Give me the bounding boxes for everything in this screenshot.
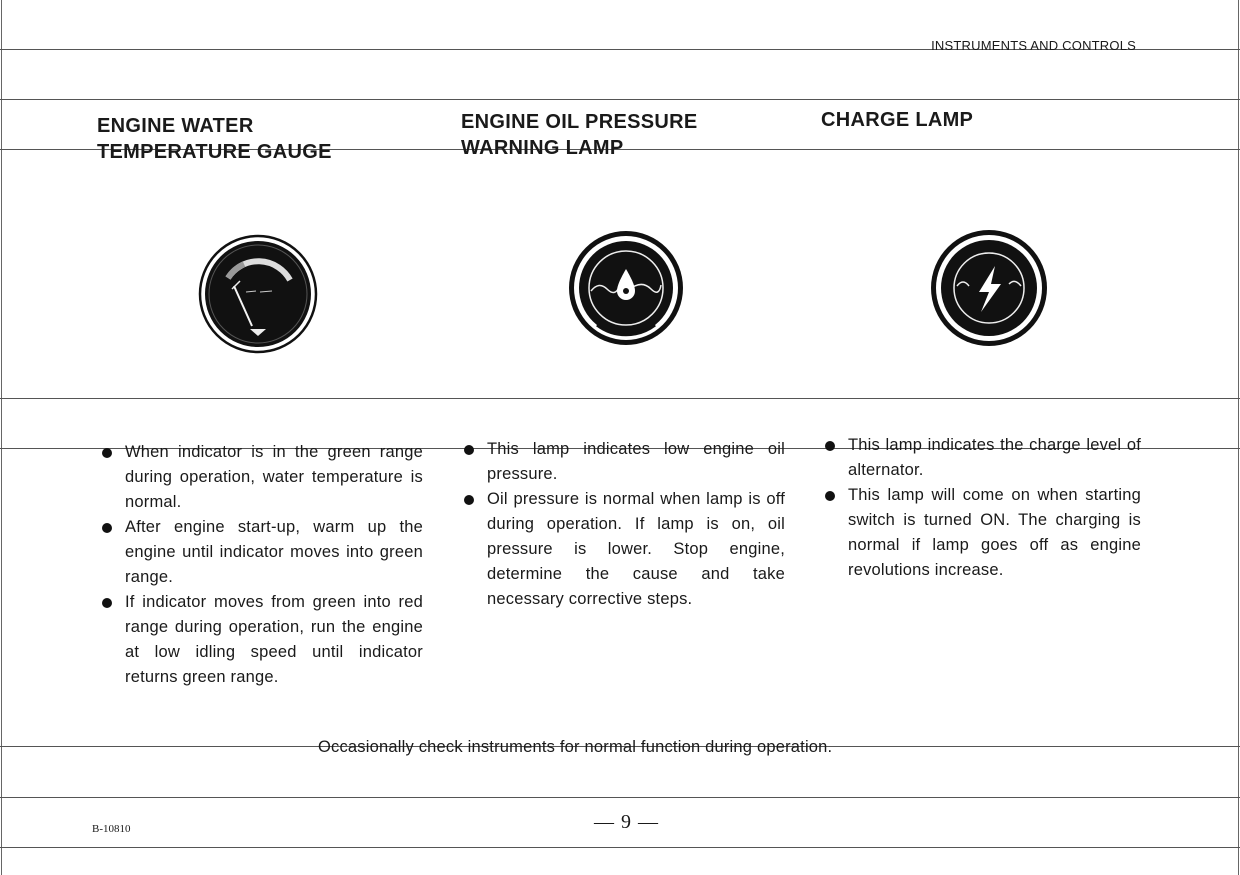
list-item: This lamp will come on when starting switch is turned ON. The charging is normal if lamp goes off as engine revolutions increase. (824, 483, 1141, 583)
list-item: Oil pressure is normal when lamp is off during operation. If lamp is on, oil pressure is lower. Stop engine, determine the cause and take necessary corrective steps. (463, 487, 785, 612)
horizontal-rule (0, 797, 1240, 798)
charge-lamp-icon (929, 228, 1049, 348)
title-line: TEMPERATURE GAUGE (97, 141, 332, 163)
oil-pressure-bullets (463, 437, 785, 612)
title-line: CHARGE LAMP (821, 109, 974, 131)
water-temperature-gauge-icon (198, 234, 318, 354)
page-edge-right (1238, 0, 1239, 875)
document-code: B-10810 (92, 823, 131, 835)
list-item: If indicator moves from green into red range during operation, run the engine at low idling speed until indicator returns green range. (101, 590, 423, 690)
title-line: ENGINE WATER (97, 115, 254, 137)
water-temp-bullets (101, 440, 423, 690)
list-item: This lamp indicates low engine oil pressure. (463, 437, 785, 487)
list-item: When indicator is in the green range during operation, water temperature is normal. (101, 440, 423, 515)
column-title-water-temp (97, 113, 332, 165)
page-edge-left (1, 0, 2, 875)
horizontal-rule (0, 398, 1240, 399)
column-title-oil-pressure (461, 109, 698, 161)
list-item: After engine start-up, warm up the engine until indicator moves into green range. (101, 515, 423, 590)
title-line: WARNING LAMP (461, 137, 624, 159)
footer-note: Occasionally check instruments for normal function during operation. (318, 738, 833, 756)
title-line: ENGINE OIL PRESSURE (461, 111, 698, 133)
horizontal-rule (0, 847, 1240, 848)
oil-pressure-lamp-icon (567, 229, 685, 347)
charge-lamp-bullets (824, 433, 1141, 583)
horizontal-rule (0, 99, 1240, 100)
column-title-charge-lamp (821, 107, 973, 133)
list-item: This lamp indicates the charge level of alternator. (824, 433, 1141, 483)
page-number: — 9 — (594, 811, 659, 833)
section-header: INSTRUMENTS AND CONTROLS (931, 38, 1136, 53)
